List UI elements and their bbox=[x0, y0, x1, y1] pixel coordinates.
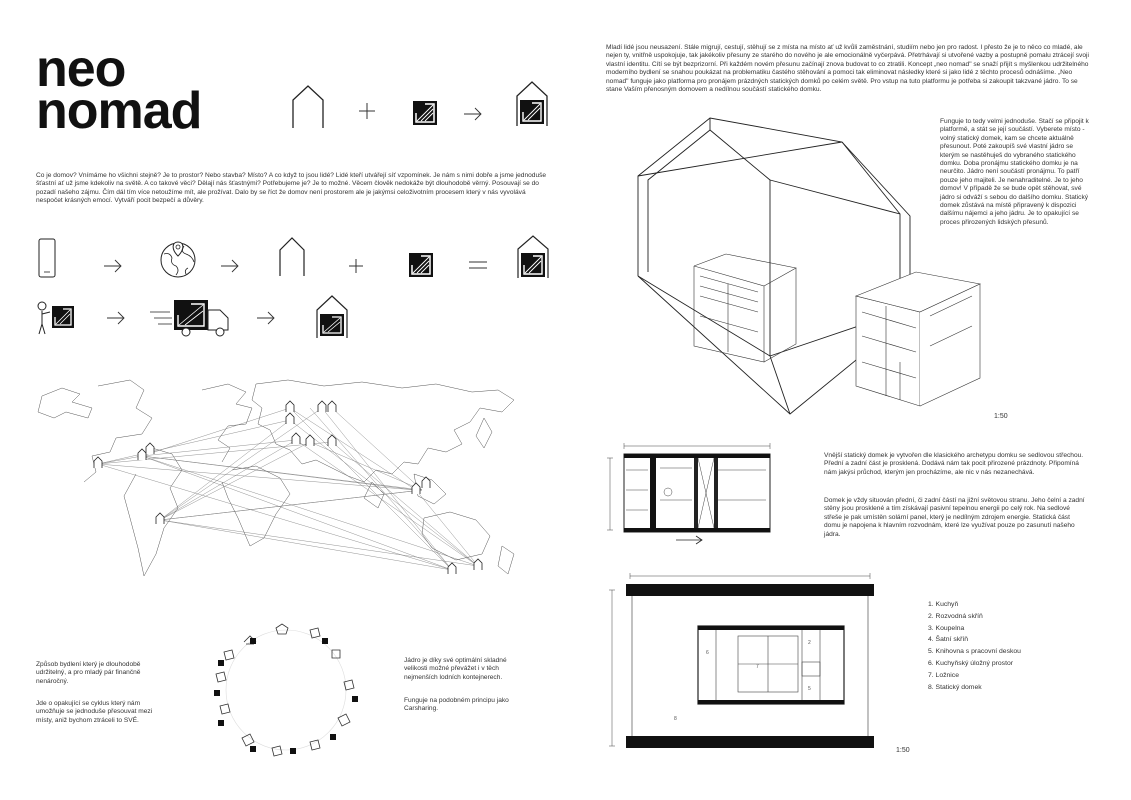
legend-item: 1. Kuchyň bbox=[928, 601, 959, 608]
house-with-core-icon bbox=[516, 234, 550, 280]
arrow-right-icon bbox=[463, 106, 483, 122]
legend-item: 2. Rozvodná skříň bbox=[928, 612, 983, 620]
concept-text: Mladí lidé jsou neusazení. Stále migrují, cestují, stěhují se z místa na místo ať už kvůli zaměstnání, studiím nebo jen pro radost. I přesto že je to něco co mladé, ale nejen ty, vnitřně uspokojuje, tak jakékoliv přesuny ze starého do nového je ale emocionálně vyčerpává. Přetrhávají si utvořené vazby a postupně pomalu ztrácejí svoji vlastní identitu. Cítí se být bezprizorní. Při každém novém přesunu začínají znova budovat to co ztratili. Koncept „neo nomad" se snaží přijít s myšlenkou udržitelného moderního bydlení se snahou poukázat na problematiku častého stěhování a pomoci tak eliminovat následky které si jako lidé z těchto procesů odnášíme. „Neo nomad" funguje jako platforma pro pronájem prázdných statických domků po celém světě. Pro vstup na tuto platformu je potřeba si zakoupit takzvané jádro. To se stane Vaším přenosným domovem a nedílnou součástí statického domku. bbox=[606, 44, 1089, 94]
intro-text: Co je domov? Vnímáme ho všichni stejně? Je to prostor? Nebo stavba? Místo? A co když to jsou lidé? Lidé kteří utvářejí síť vzpomínek. Je nám s nimi dobře a jsme jednoduše šťastní ať už jsme kdekoliv na světě. A co takové věci? Dělají nás šťastnými? Potřebujeme je? Je to možné. Věcem člověk nedokáže být dlouhodobě věrný. Posouvají se do pozadí našeho zájmu. Čím dál tím více netoužíme mít, ale prožívat. Dalo by se říct že domov není prostorem ale je jakýmsi celoživotním procesem který v nás vyvolává nespočet krásných emocí. Vytváří pocit bezpečí a důvěry. bbox=[36, 172, 547, 205]
page-title bbox=[36, 40, 202, 140]
legend-item: 5. Knihovna s pracovní deskou bbox=[928, 648, 1021, 656]
phone-icon bbox=[38, 238, 56, 278]
core-text-2: Funguje na podobném principu jako Carsharing. bbox=[404, 697, 509, 713]
plan-label-6: 6 bbox=[706, 650, 709, 656]
arrow-right-icon bbox=[220, 258, 240, 274]
arrow-right-icon bbox=[256, 310, 276, 326]
cycle-text-2: Jde o opakující se cyklus který nám umožňuje se jednoduše přesouvat mezi místy, aniž bychom ztráceli to SVÉ. bbox=[36, 700, 153, 724]
core-module-icon bbox=[408, 252, 434, 278]
house-with-core-icon bbox=[514, 80, 550, 128]
core-module-icon bbox=[412, 100, 438, 126]
title-line-1: neo bbox=[36, 40, 126, 98]
plan-label-8: 8 bbox=[674, 716, 677, 722]
house-outline-icon bbox=[278, 236, 306, 278]
house-with-core-icon bbox=[314, 294, 350, 340]
truck-icon bbox=[148, 298, 232, 338]
plan-label-5: 5 bbox=[808, 686, 811, 692]
core-text-1: Jádro je díky své optimální skladné velikosti možné převážet i v těch nejmenších lodních kontejnerech. bbox=[404, 657, 507, 681]
facade-text-1: Vnější statický domek je vytvořen dle klasického archetypu domku se sedlovou střechou. Přední a zadní část je prosklená. Dodává nám tak pocit přirozené prázdnoty. Připomíná nám jakýsi průchod, kterým jen procházíme, ale nic v nás nezanechává. bbox=[824, 452, 1084, 476]
person-pointing-icon bbox=[36, 300, 76, 336]
equals-icon bbox=[468, 259, 488, 271]
legend-item: 4. Šatní skříň bbox=[928, 636, 969, 644]
cycle-text-1: Způsob bydlení který je dlouhodobě udržitelný, a pro mladý pár finančně nenáročný. bbox=[36, 661, 141, 685]
floor-plan-drawing bbox=[606, 572, 886, 752]
globe-pin-icon bbox=[158, 240, 198, 278]
plan-label-2: 2 bbox=[808, 640, 811, 646]
scale-label-2: 1:50 bbox=[896, 747, 910, 754]
platform-text: Funguje to tedy velmi jednoduše. Stačí se připojit k platformě, a stát se její součástí. Vyberete místo - volný statický domek, kam se chcete aktuálně přesunout. Poté zakoupíš své vlastní jádro se kterým se nastěhuješ do vybraného statického domku. Doba pronájmu statického domku je na neurčito. Jádro není součástí pronájmu. To patří pouze jeho majiteli. Je nenahraditelné. Je to jeho domov! V případě že se bude opět stěhovat, své jádro si odváží s sebou do dalšího domku. Statický domek zůstává na místě připravený k dispozici dalšímu nájemci a jeho jádru. Je to opakující se proces přirozených lidských přesunů. bbox=[940, 118, 1089, 226]
arrow-right-icon bbox=[103, 258, 123, 274]
scale-label-1: 1:50 bbox=[994, 413, 1008, 420]
facade-text-2: Domek je vždy situován přední, či zadní částí na jižní světovou stranu. Jeho čelní a zadní stěny jsou prosklené a tím získávají pasivní tepelnou energii po celý rok. Na sedlové střeše je pak umístěn solární panel, který je nedílným zdrojem energie. Statická část domu je napojena k hlavním rozvodnám, které lze využívat pouze po zasunutí našeho jádra. bbox=[824, 497, 1085, 538]
legend-item: 7. Ložnice bbox=[928, 671, 959, 679]
legend-item: 6. Kuchyňský úložný prostor bbox=[928, 659, 1014, 667]
section-drawing bbox=[606, 440, 786, 550]
plan-label-7: 7 bbox=[756, 664, 759, 670]
house-cycle-icon bbox=[206, 620, 366, 760]
title-line-2: nomad bbox=[36, 82, 202, 140]
world-map-icon bbox=[32, 378, 522, 586]
room-legend bbox=[928, 599, 1088, 693]
legend-item: 8. Statický domek bbox=[928, 683, 982, 691]
house-outline-icon bbox=[290, 84, 326, 130]
plus-icon bbox=[358, 102, 376, 120]
legend-item: 3. Koupelna bbox=[928, 624, 965, 632]
arrow-right-icon bbox=[106, 310, 126, 326]
plus-icon bbox=[348, 258, 364, 274]
